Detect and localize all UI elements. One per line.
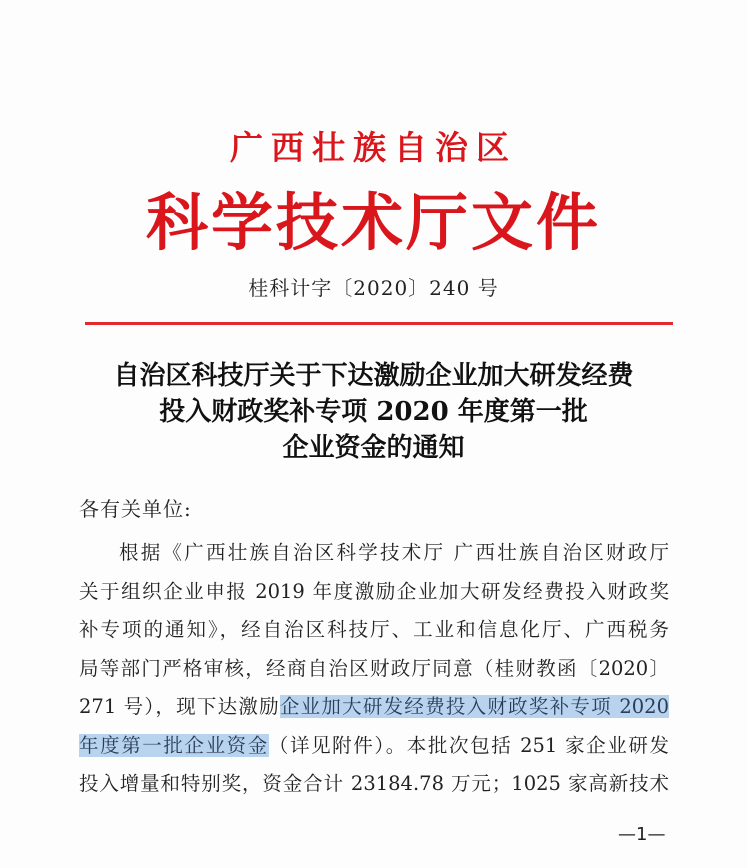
body-line <box>79 727 669 766</box>
body-line <box>79 688 669 727</box>
body-line <box>79 765 669 804</box>
body-line-text: 补专项的通知》，经自治区科技厅、工业和信息化厅、广西税务 <box>79 618 669 641</box>
body-line-text: （详见附件）。本批次包括 251 家企业研发 <box>268 733 669 757</box>
body-line-text: 投入增量和特别奖，资金合计 23184.78 万元；1025 家高新技术 <box>79 772 669 795</box>
notice-title-line: 投入财政奖补专项 2020 年度第一批 <box>159 397 588 427</box>
body-paragraph <box>79 534 669 804</box>
body-line <box>79 611 669 650</box>
region-title: 广西壮族自治区 <box>230 128 517 167</box>
body-line <box>79 650 669 689</box>
body-line <box>79 573 669 612</box>
notice-title <box>40 358 707 466</box>
body-line-text: 局等部门严格审核，经商自治区财政厅同意（桂财教函〔2020〕 <box>79 656 669 680</box>
notice-title-line: 企业资金的通知 <box>282 433 465 463</box>
notice-title-line: 自治区科技厅关于下达激励企业加大研发经费 <box>113 361 634 391</box>
red-divider-line <box>85 322 673 325</box>
department-title: 科学技术厅文件 <box>145 186 601 259</box>
salutation: 各有关单位: <box>79 497 192 521</box>
document-number: 桂科计字〔2020〕240 号 <box>248 276 499 300</box>
body-line-text: 关于组织企业申报 2019 年度激励企业加大研发经费投入财政奖 <box>79 579 669 603</box>
body-line-text: 根据《广西壮族自治区科学技术厅 广西壮族自治区财政厅 <box>119 541 669 564</box>
selected-text-highlight[interactable]: 企业加大研发经费投入财政奖补专项 2020 <box>279 695 669 718</box>
body-line-text: 271 号），现下达激励 <box>79 695 280 718</box>
body-line <box>79 534 669 573</box>
selected-text-highlight[interactable]: 年度第一批企业资金 <box>79 733 269 757</box>
page-number: —1— <box>618 824 666 845</box>
